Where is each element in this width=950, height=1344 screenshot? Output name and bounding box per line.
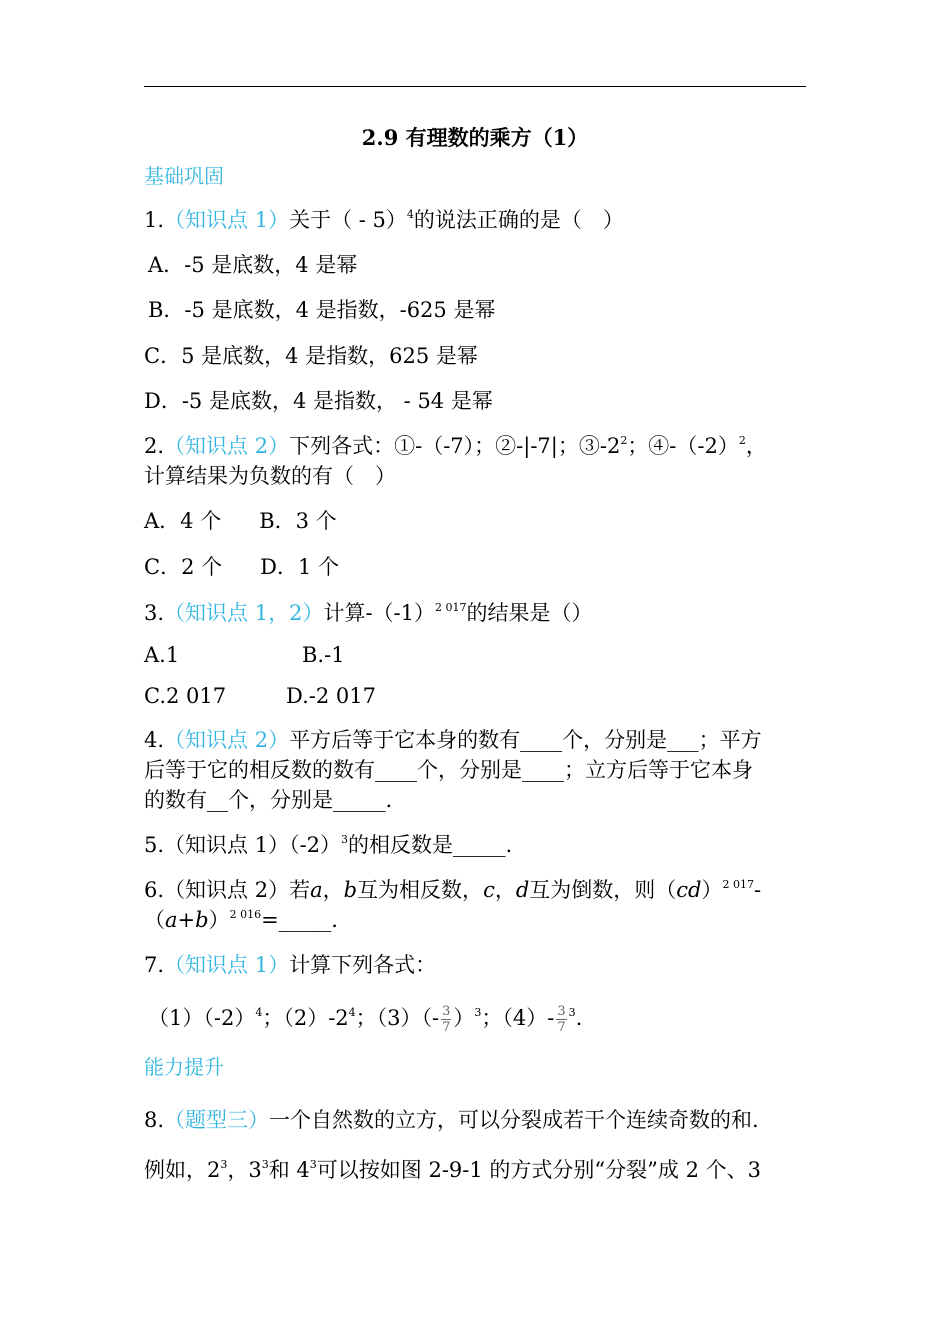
minus-sign: - — [754, 878, 762, 902]
option-d: D．-5 是底数，4 是指数， - 54 是幂 — [144, 389, 493, 413]
question-stem: 计算下列各式： — [289, 953, 437, 977]
superscript: 3 — [309, 1158, 317, 1171]
variable-b: b — [343, 878, 358, 902]
variable-cd: cd — [676, 878, 702, 902]
fraction-denominator: 7 — [442, 1020, 451, 1035]
question-number: 4. — [144, 728, 165, 752]
question-stem: ，3 — [227, 1158, 262, 1182]
superscript: 2 — [738, 434, 746, 447]
superscript: 3 — [568, 1006, 576, 1019]
fraction-numerator: 3 — [442, 1004, 451, 1019]
question-2-line-2: 计算结果为负数的有（ ） — [144, 464, 396, 488]
punctuation: ， — [322, 878, 344, 902]
plus-sign: + — [177, 908, 196, 932]
question-stem: 计算-（-1） — [323, 601, 436, 625]
question-stem: ， — [745, 434, 767, 458]
option-a: A．-5 是底数，4 是幂 — [148, 253, 358, 277]
question-stem: 可以按如图 2-9-1 的方式分别“分裂”成 2 个、3 — [316, 1158, 761, 1182]
superscript: 3 — [341, 833, 349, 846]
question-1 — [144, 207, 624, 233]
question-type-tag: （题型三） — [164, 1108, 270, 1132]
fraction-denominator: 7 — [557, 1020, 566, 1035]
option-b: B.-1 — [302, 643, 345, 667]
question-stem: ；④-（-2） — [627, 434, 739, 458]
answer-blank: =_____. — [261, 908, 338, 932]
question-stem: 平方后等于它本身的数有____个，分别是___；平方 — [289, 728, 762, 752]
part-1: （1）（-2） — [148, 1006, 256, 1030]
option-a: A.1 — [144, 643, 180, 667]
superscript: 3 — [474, 1006, 482, 1019]
question-number: 2. — [144, 434, 165, 458]
question-4 — [144, 727, 762, 753]
part-4: ；（4）- — [481, 1006, 555, 1030]
period: . — [575, 1006, 583, 1030]
question-4-line-3: 的数有__个，分别是_____. — [144, 788, 393, 812]
punctuation: ， — [494, 878, 516, 902]
question-5 — [144, 832, 512, 858]
question-8 — [144, 1107, 759, 1133]
question-7-parts — [148, 1004, 582, 1035]
question-3 — [144, 600, 593, 626]
variable-c: c — [483, 878, 495, 902]
question-6 — [144, 877, 761, 903]
paren: ） — [208, 908, 230, 932]
superscript: 4 — [406, 208, 414, 221]
question-number: 3. — [144, 601, 165, 625]
question-stem: 关于（ - 5） — [289, 208, 407, 232]
fraction-numerator: 3 — [557, 1004, 566, 1019]
question-stem-end: 的相反数是_____. — [348, 833, 513, 857]
knowledge-tag: （知识点 2） — [164, 728, 290, 752]
question-number: 1. — [144, 208, 165, 232]
options-row-cd — [144, 554, 339, 580]
section-heading-ability: 能力提升 — [144, 1055, 224, 1079]
superscript: 2 — [620, 434, 628, 447]
paren: ） — [453, 1006, 475, 1030]
superscript: 4 — [348, 1006, 356, 1019]
options-row-ab — [144, 508, 337, 534]
option-d: D.-2 017 — [286, 684, 376, 708]
variable-a: a — [310, 878, 323, 902]
variable-b: b — [195, 908, 209, 932]
knowledge-tag: （知识点 1，2） — [164, 601, 324, 625]
option-d: D．1 个 — [260, 555, 339, 579]
question-number: 8. — [144, 1108, 165, 1132]
question-stem: 一个自然数的立方，可以分裂成若干个连续奇数的和. — [269, 1108, 759, 1132]
variable-d: d — [515, 878, 530, 902]
fraction-3-7 — [556, 1004, 566, 1035]
question-4-line-2: 后等于它的相反数的数有____个，分别是____；立方后等于它本身 — [144, 758, 753, 782]
paren: （ — [144, 908, 165, 932]
option-b: B．3 个 — [259, 509, 337, 533]
page-title: 2.9 有理数的乘方（1） — [361, 125, 589, 150]
superscript: 3 — [220, 1158, 228, 1171]
superscript: 2 017 — [722, 878, 754, 891]
paren: ） — [701, 878, 723, 902]
superscript: 2 016 — [229, 908, 262, 921]
superscript: 3 — [261, 1158, 269, 1171]
section-heading-basic: 基础巩固 — [144, 164, 224, 188]
question-7 — [144, 952, 436, 978]
question-number: 7. — [144, 953, 165, 977]
question-stem: 下列各式：①-（-7）；②-|-7|；③-2 — [289, 434, 621, 458]
variable-a: a — [165, 908, 178, 932]
option-c: C．2 个 — [144, 555, 223, 579]
question-stem: 和 4 — [268, 1158, 310, 1182]
option-c: C.2 017 — [144, 684, 227, 708]
question-6-line-2 — [144, 907, 338, 933]
question-stem: 5.（知识点 1）（-2） — [144, 833, 342, 857]
question-8-line-2 — [144, 1157, 761, 1183]
option-c: C．5 是底数，4 是指数，625 是幂 — [144, 344, 478, 368]
superscript: 2 017 — [435, 601, 467, 614]
knowledge-tag: （知识点 1） — [164, 208, 290, 232]
fraction-3-7 — [441, 1004, 451, 1035]
header-rule — [144, 86, 806, 87]
question-stem: 6.（知识点 2）若 — [144, 878, 311, 902]
question-stem: 互为相反数， — [357, 878, 484, 902]
superscript: 4 — [255, 1006, 263, 1019]
question-stem-end: 的说法正确的是（ ） — [413, 208, 624, 232]
question-stem: 例如，2 — [144, 1158, 221, 1182]
option-b: B．-5 是底数，4 是指数，-625 是幂 — [148, 298, 496, 322]
option-a: A．4 个 — [144, 509, 222, 533]
part-3: ；（3）（- — [355, 1006, 440, 1030]
question-stem-end: 的结果是（） — [466, 601, 593, 625]
knowledge-tag: （知识点 2） — [164, 434, 290, 458]
question-stem: 互为倒数，则（ — [529, 878, 677, 902]
question-2 — [144, 433, 767, 459]
part-2: ；（2）-2 — [262, 1006, 349, 1030]
knowledge-tag: （知识点 1） — [164, 953, 290, 977]
